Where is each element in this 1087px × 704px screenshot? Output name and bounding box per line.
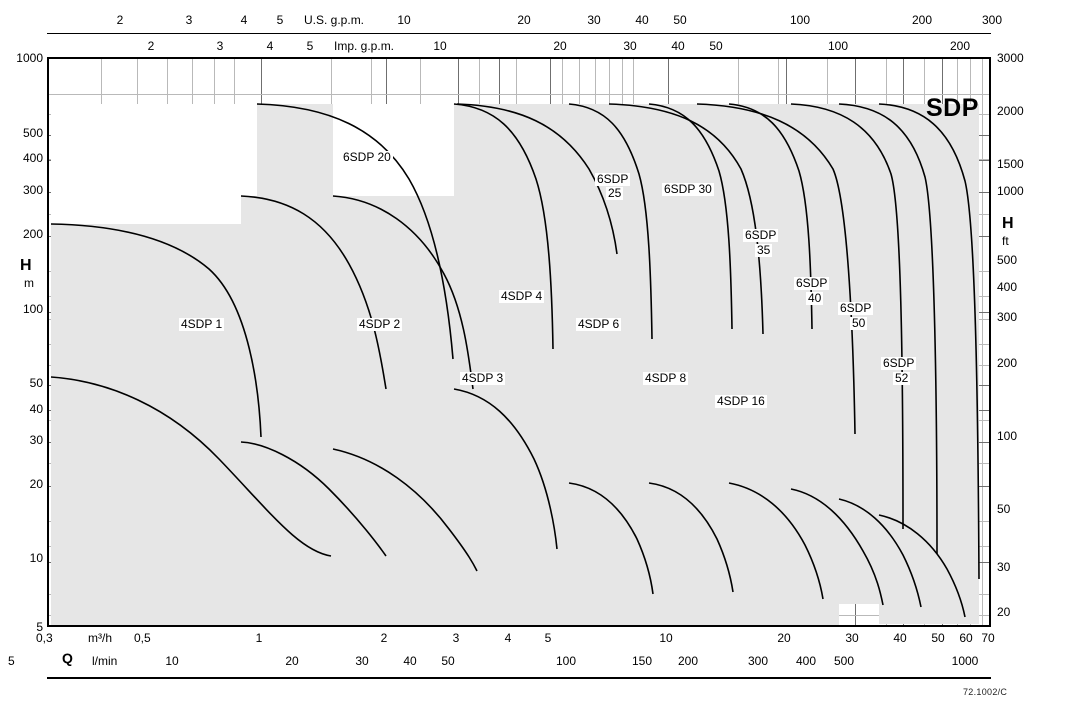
top2-tick-4: 4: [266, 39, 274, 53]
top1-tick-5: 5: [276, 13, 284, 27]
series-label-6sdp25-b: 25: [608, 186, 622, 200]
left-tick-40: 40: [29, 402, 43, 416]
bot1-tick-5: 5: [544, 631, 552, 645]
top2-tick-200: 200: [949, 39, 971, 53]
bot1-tick-40: 40: [893, 631, 907, 645]
top1-tick-10: 10: [397, 13, 411, 27]
series-label-6sdp30: 6SDP 30: [664, 182, 712, 196]
top1-tick-300: 300: [981, 13, 1003, 27]
top2-tick-20: 20: [553, 39, 567, 53]
series-label-4sdp2: 4SDP 2: [359, 317, 401, 331]
left-tick-20: 20: [29, 477, 43, 491]
series-label-6sdp35-b: 35: [757, 243, 771, 257]
right-tick-50: 50: [997, 502, 1011, 516]
left-tick-300: 300: [22, 183, 43, 197]
bottom-axis-title: Q: [62, 650, 73, 666]
left-tick-500: 500: [22, 126, 43, 140]
series-label-6sdp50-b: 50: [852, 316, 866, 330]
document-code: 72.1002/C: [963, 687, 1008, 697]
left-tick-5: 5: [36, 620, 43, 634]
bot2-tick-400: 400: [795, 654, 817, 668]
right-tick-300: 300: [997, 310, 1018, 324]
bot1-tick-3: 3: [452, 631, 460, 645]
bot2-tick-30: 30: [355, 654, 369, 668]
plot-area: [47, 57, 991, 627]
series-label-4sdp6: 4SDP 6: [578, 317, 620, 331]
series-label-6sdp52-b: 52: [895, 371, 909, 385]
bot2-tick-20: 20: [285, 654, 299, 668]
series-label-4sdp3: 4SDP 3: [462, 371, 504, 385]
series-label-6sdp52-a: 6SDP: [883, 356, 915, 370]
left-axis-title: H: [20, 257, 32, 274]
right-tick-3000: 3000: [997, 51, 1024, 65]
bot2-tick-200: 200: [677, 654, 699, 668]
right-tick-1000: 1000: [997, 184, 1024, 198]
right-axis-title: H: [1002, 215, 1014, 232]
right-tick-2000: 2000: [997, 104, 1024, 118]
left-tick-50: 50: [29, 376, 43, 390]
top1-tick-30: 30: [587, 13, 601, 27]
bot2-tick-10: 10: [165, 654, 179, 668]
top2-tick-3: 3: [216, 39, 224, 53]
top1-tick-2: 2: [116, 13, 124, 27]
series-label-6sdp35-a: 6SDP: [745, 228, 777, 242]
bot1-tick-30: 30: [845, 631, 859, 645]
top1-tick-4: 4: [240, 13, 248, 27]
bot1-tick-10: 10: [659, 631, 673, 645]
bot1-tick-50: 50: [931, 631, 945, 645]
right-tick-30: 30: [997, 560, 1011, 574]
bot1-unit-m3h: m³/h: [88, 631, 112, 645]
series-label-4sdp4: 4SDP 4: [501, 289, 543, 303]
bot2-tick-1000: 1000: [951, 654, 979, 668]
left-tick-200: 200: [22, 227, 43, 241]
right-tick-500: 500: [997, 253, 1018, 267]
top2-tick-10: 10: [433, 39, 447, 53]
right-tick-100: 100: [997, 429, 1018, 443]
bot1-tick-60: 60: [959, 631, 973, 645]
left-tick-30: 30: [29, 433, 43, 447]
right-tick-20: 20: [997, 605, 1011, 619]
left-tick-1000: 1000: [16, 51, 43, 65]
series-label-6sdp50-a: 6SDP: [840, 301, 872, 315]
left-axis-unit: m: [24, 276, 34, 290]
top1-tick-50: 50: [673, 13, 687, 27]
left-tick-10: 10: [29, 551, 43, 565]
right-tick-200: 200: [997, 356, 1018, 370]
top2-tick-2: 2: [147, 39, 155, 53]
series-label-4sdp1: 4SDP 1: [181, 317, 223, 331]
series-label-6sdp20: 6SDP 20: [343, 150, 391, 164]
bot2-unit-lmin: l/min: [92, 654, 118, 668]
top2-axis-title: Imp. g.p.m.: [334, 39, 395, 53]
top1-tick-20: 20: [517, 13, 531, 27]
top1-tick-40: 40: [635, 13, 649, 27]
left-tick-400: 400: [22, 151, 43, 165]
top2-tick-50: 50: [709, 39, 723, 53]
bot2-tick-40: 40: [403, 654, 417, 668]
bot1-tick-05: 0,5: [134, 631, 151, 645]
top2-tick-5: 5: [306, 39, 314, 53]
series-label-6sdp40-a: 6SDP: [796, 276, 828, 290]
top-ruler-us: [47, 33, 991, 34]
top1-tick-200: 200: [911, 13, 933, 27]
top2-tick-100: 100: [827, 39, 849, 53]
top1-axis-title: U.S. g.p.m.: [304, 13, 365, 27]
top1-tick-100: 100: [789, 13, 811, 27]
series-label-6sdp25-a: 6SDP: [597, 172, 629, 186]
right-tick-1500: 1500: [997, 157, 1024, 171]
bot2-tick-500: 500: [833, 654, 855, 668]
bot1-tick-03: 0,3: [36, 631, 53, 645]
bot1-tick-70: 70: [981, 631, 995, 645]
right-tick-400: 400: [997, 280, 1018, 294]
chart-brand-title: SDP: [926, 94, 979, 122]
bot1-tick-20: 20: [777, 631, 791, 645]
right-axis-unit: ft: [1002, 234, 1009, 248]
bot2-tick-300: 300: [747, 654, 769, 668]
series-label-4sdp16: 4SDP 16: [717, 394, 765, 408]
bot2-tick-150: 150: [631, 654, 653, 668]
top2-tick-30: 30: [623, 39, 637, 53]
bot2-tick-50: 50: [441, 654, 455, 668]
left-tick-100: 100: [22, 302, 43, 316]
bot1-tick-2: 2: [380, 631, 388, 645]
bot2-tick-5: 5: [8, 654, 15, 668]
top2-tick-40: 40: [671, 39, 685, 53]
bot2-tick-100: 100: [555, 654, 577, 668]
bottom-ruler: [47, 677, 991, 679]
top1-tick-3: 3: [185, 13, 193, 27]
series-label-4sdp8: 4SDP 8: [645, 371, 687, 385]
series-label-6sdp40-b: 40: [808, 291, 822, 305]
bot1-tick-4: 4: [504, 631, 512, 645]
curve-outlines: [49, 59, 991, 627]
bot1-tick-1: 1: [255, 631, 263, 645]
